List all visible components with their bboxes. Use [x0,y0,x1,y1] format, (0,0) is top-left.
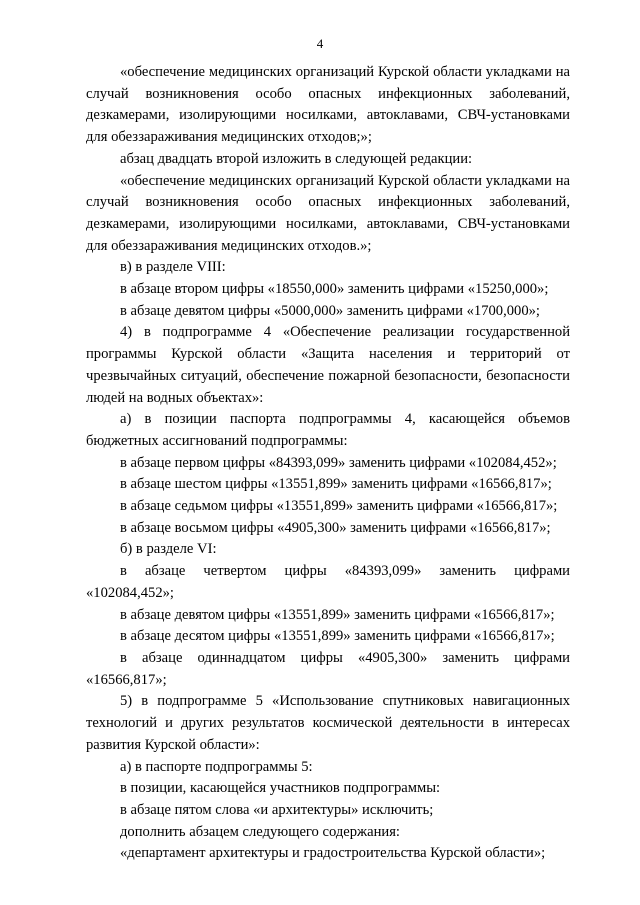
paragraph: 5) в подпрограмме 5 «Использование спутниковых навигационных технологий и других результатов космической деятельности в интересах развития Курской области»: [86,693,570,753]
paragraph: а) в паспорте подпрограммы 5: [120,758,313,775]
paragraph: в абзаце втором цифры «18550,000» заменить цифрами «15250,000»; [120,281,549,298]
paragraph: в абзаце пятом слова «и архитектуры» исключить; [120,801,434,818]
paragraph: в абзаце четвертом цифры «84393,099» заменить цифрами «102084,452»; [86,563,570,601]
paragraph: абзац двадцать второй изложить в следующей редакции: [120,150,473,167]
paragraph: «департамент архитектуры и градостроительства Курской области»; [120,845,546,862]
paragraph: в абзаце шестом цифры «13551,899» заменить цифрами «16566,817»; [120,476,552,493]
paragraph: в абзаце одиннадцатом цифры «4905,300» заменить цифрами «16566,817»; [86,649,570,688]
paragraph: в абзаце девятом цифры «5000,000» заменить цифрами «1700,000»; [120,302,540,319]
paragraph: «обеспечение медицинских организаций Курской области укладками на случай возникновения особо опасных инфекционных заболеваний, дезкамерами, изолирующими носилками, автоклавами, СВЧ-установками для обеззараживания медицинских отходов.»; [86,172,570,254]
paragraph: в абзаце седьмом цифры «13551,899» заменить цифрами «16566,817»; [120,498,558,515]
paragraph: дополнить абзацем следующего содержания: [120,823,400,840]
paragraph: в абзаце десятом цифры «13551,899» заменить цифрами «16566,817»; [120,628,555,645]
paragraph: а) в позиции паспорта подпрограммы 4, касающейся объемов бюджетных ассигнований подпрограммы: [86,411,570,449]
paragraph: в абзаце восьмом цифры «4905,300» заменить цифрами «16566,817»; [120,519,551,536]
paragraph: в абзаце первом цифры «84393,099» заменить цифрами «102084,452»; [120,454,557,471]
paragraph: б) в разделе VI: [120,541,217,558]
page-number: 4 [316,36,324,51]
document-body [86,62,570,865]
paragraph: «обеспечение медицинских организаций Курской области укладками на случай возникновения особо опасных инфекционных заболеваний, дезкамерами, изолирующими носилками, автоклавами, СВЧ-установками для обеззараживания медицинских отходов;»; [86,64,570,146]
paragraph: 4) в подпрограмме 4 «Обеспечение реализации государственной программы Курской области «Защита населения и территорий от чрезвычайных ситуаций, обеспечение пожарной безопасности, безопасности людей на водных объектах»: [86,324,570,406]
paragraph: в позиции, касающейся участников подпрограммы: [120,780,441,797]
paragraph: в) в разделе VIII: [120,259,226,276]
paragraph: в абзаце девятом цифры «13551,899» заменить цифрами «16566,817»; [120,606,555,623]
